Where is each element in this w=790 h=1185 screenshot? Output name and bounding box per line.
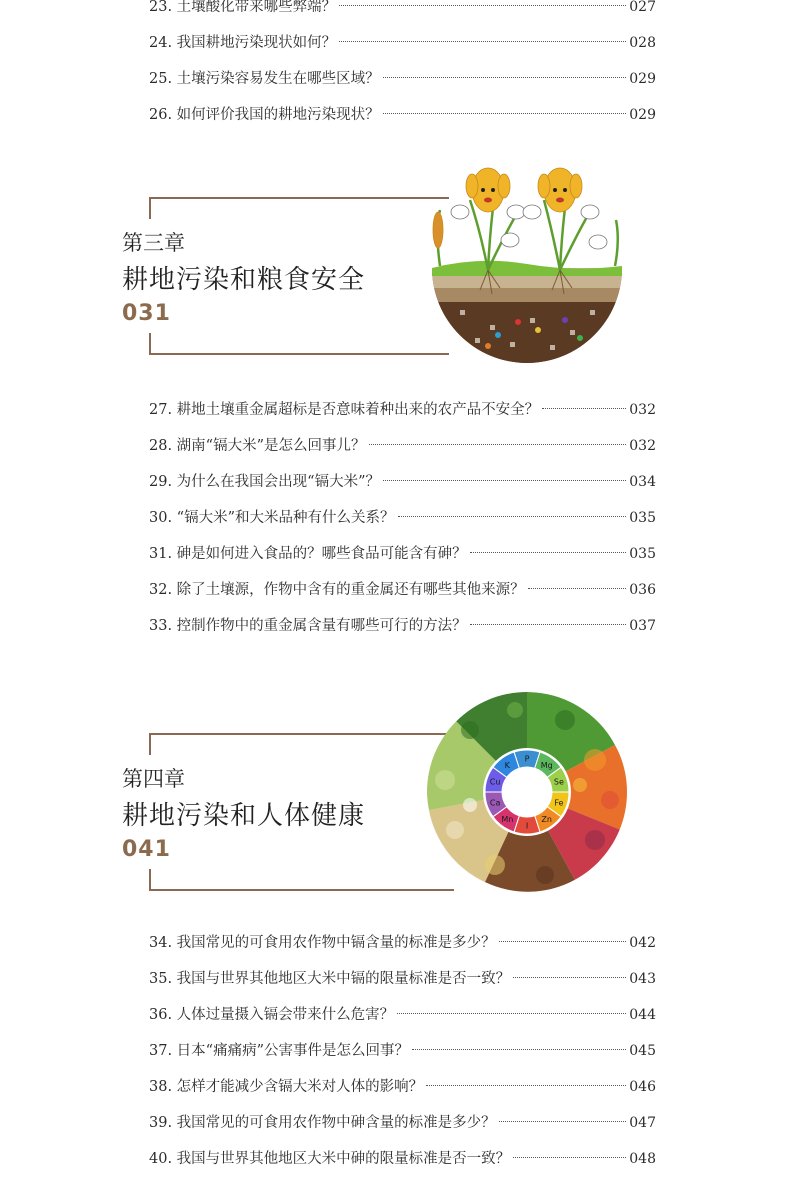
leader-dots xyxy=(426,1085,626,1086)
toc-entry-label: 37. 日本“痛痛病”公害事件是怎么回事？ xyxy=(149,1043,409,1059)
frame-line xyxy=(149,889,454,891)
toc-entry[interactable] xyxy=(149,105,656,141)
frame-line xyxy=(149,733,454,735)
toc-entry-page: 032 xyxy=(629,438,656,454)
toc-entry[interactable] xyxy=(149,1149,656,1185)
chapter-page: 031 xyxy=(122,301,171,326)
leader-dots xyxy=(499,1121,627,1122)
toc-entry[interactable] xyxy=(149,1113,656,1149)
toc-entry[interactable] xyxy=(149,400,656,436)
frame-line xyxy=(149,869,151,891)
toc-entry-label: 36. 人体过量摄入镉会带来什么危害？ xyxy=(149,1007,395,1023)
leader-dots xyxy=(412,1049,626,1050)
toc-entry[interactable] xyxy=(149,580,656,616)
leader-dots xyxy=(369,444,627,445)
toc-entry[interactable] xyxy=(149,0,656,33)
toc-entry-label: 40. 我国与世界其他地区大米中砷的限量标准是否一致？ xyxy=(149,1151,511,1167)
toc-entry-label: 24. 我国耕地污染现状如何？ xyxy=(149,35,337,51)
toc-entry-label: 28. 湖南“镉大米”是怎么回事儿？ xyxy=(149,438,366,454)
toc-entry-page: 048 xyxy=(629,1151,656,1167)
chapter-number: 第四章 xyxy=(122,767,185,791)
chapter-number: 第三章 xyxy=(122,231,185,255)
toc-entry-page: 047 xyxy=(629,1115,656,1131)
toc-entry[interactable] xyxy=(149,616,656,652)
toc-entry-page: 035 xyxy=(629,546,656,562)
toc-entry-page: 044 xyxy=(629,1007,656,1023)
nutrient-label: Se xyxy=(553,777,564,787)
toc-entry-label: 38. 怎样才能减少含镉大米对人体的影响？ xyxy=(149,1079,424,1095)
toc-entry-label: 23. 土壤酸化带来哪些弊端？ xyxy=(149,0,337,15)
toc-entry-page: 029 xyxy=(629,71,656,87)
leader-dots xyxy=(470,552,627,553)
frame-line xyxy=(149,197,151,219)
nutrient-label: K xyxy=(504,760,510,770)
chapter-title: 耕地污染和粮食安全 xyxy=(122,265,366,295)
toc-entry-page: 027 xyxy=(629,0,656,15)
leader-dots xyxy=(383,480,626,481)
toc-entry[interactable] xyxy=(149,472,656,508)
toc-entry[interactable] xyxy=(149,969,656,1005)
chapter-page: 041 xyxy=(122,837,171,862)
food-nutrient-wheel-illustration xyxy=(425,690,630,895)
leader-dots xyxy=(528,588,627,589)
toc-entry-label: 25. 土壤污染容易发生在哪些区域？ xyxy=(149,71,380,87)
nutrient-label: Zn xyxy=(541,815,552,825)
nutrient-label: Ca xyxy=(489,798,501,808)
nutrient-label: Fe xyxy=(554,798,564,808)
toc-entry-label: 27. 耕地土壤重金属超标是否意味着种出来的农产品不安全？ xyxy=(149,402,540,418)
chapter-3-header[interactable] xyxy=(122,197,442,355)
toc-entry-page: 037 xyxy=(629,618,656,634)
nutrient-label: Mn xyxy=(501,815,514,825)
leader-dots xyxy=(513,1157,626,1158)
toc-entry-label: 32. 除了土壤源，作物中含有的重金属还有哪些其他来源？ xyxy=(149,582,525,598)
toc-entry-page: 043 xyxy=(629,971,656,987)
chapter-title: 耕地污染和人体健康 xyxy=(122,801,366,831)
toc-entry-page: 032 xyxy=(629,402,656,418)
toc-entry[interactable] xyxy=(149,508,656,544)
frame-line xyxy=(149,353,449,355)
nutrient-label: Cu xyxy=(489,777,501,787)
leader-dots xyxy=(339,5,626,6)
rice-soil-illustration xyxy=(420,160,635,365)
toc-entry-page: 042 xyxy=(629,935,656,951)
toc-entry[interactable] xyxy=(149,69,656,105)
leader-dots xyxy=(339,41,626,42)
toc-list-chapter-3 xyxy=(149,400,656,652)
toc-entry-page: 035 xyxy=(629,510,656,526)
leader-dots xyxy=(470,624,627,625)
toc-entry[interactable] xyxy=(149,1005,656,1041)
frame-line xyxy=(149,733,151,755)
toc-entry-page: 034 xyxy=(629,474,656,490)
nutrient-label: Mg xyxy=(540,760,553,770)
toc-list-section-top xyxy=(149,0,656,141)
toc-entry-label: 33. 控制作物中的重金属含量有哪些可行的方法？ xyxy=(149,618,467,634)
leader-dots xyxy=(383,77,627,78)
nutrient-label: I xyxy=(525,821,529,831)
leader-dots xyxy=(513,977,626,978)
toc-entry[interactable] xyxy=(149,436,656,472)
toc-list-chapter-4 xyxy=(149,933,656,1185)
toc-entry-page: 028 xyxy=(629,35,656,51)
chapter-4-header[interactable] xyxy=(122,733,442,891)
frame-line xyxy=(149,333,151,355)
toc-entry[interactable] xyxy=(149,33,656,69)
frame-line xyxy=(149,197,449,199)
leader-dots xyxy=(397,1013,626,1014)
toc-entry-label: 34. 我国常见的可食用农作物中镉含量的标准是多少？ xyxy=(149,935,496,951)
toc-entry-page: 046 xyxy=(629,1079,656,1095)
leader-dots xyxy=(383,113,627,114)
toc-entry-label: 30. “镉大米”和大米品种有什么关系？ xyxy=(149,510,395,526)
toc-entry-label: 29. 为什么在我国会出现“镉大米”？ xyxy=(149,474,380,490)
leader-dots xyxy=(398,516,627,517)
toc-entry-label: 26. 如何评价我国的耕地污染现状？ xyxy=(149,107,380,123)
toc-entry[interactable] xyxy=(149,544,656,580)
toc-entry-page: 045 xyxy=(629,1043,656,1059)
toc-entry-label: 35. 我国与世界其他地区大米中镉的限量标准是否一致？ xyxy=(149,971,511,987)
nutrient-label: P xyxy=(524,754,530,764)
leader-dots xyxy=(499,941,627,942)
toc-entry-page: 036 xyxy=(629,582,656,598)
toc-entry[interactable] xyxy=(149,1041,656,1077)
leader-dots xyxy=(542,408,626,409)
toc-entry-label: 31. 砷是如何进入食品的？哪些食品可能含有砷？ xyxy=(149,546,467,562)
toc-entry-page: 029 xyxy=(629,107,656,123)
toc-entry[interactable] xyxy=(149,1077,656,1113)
toc-entry-label: 39. 我国常见的可食用农作物中砷含量的标准是多少？ xyxy=(149,1115,496,1131)
toc-entry[interactable] xyxy=(149,933,656,969)
